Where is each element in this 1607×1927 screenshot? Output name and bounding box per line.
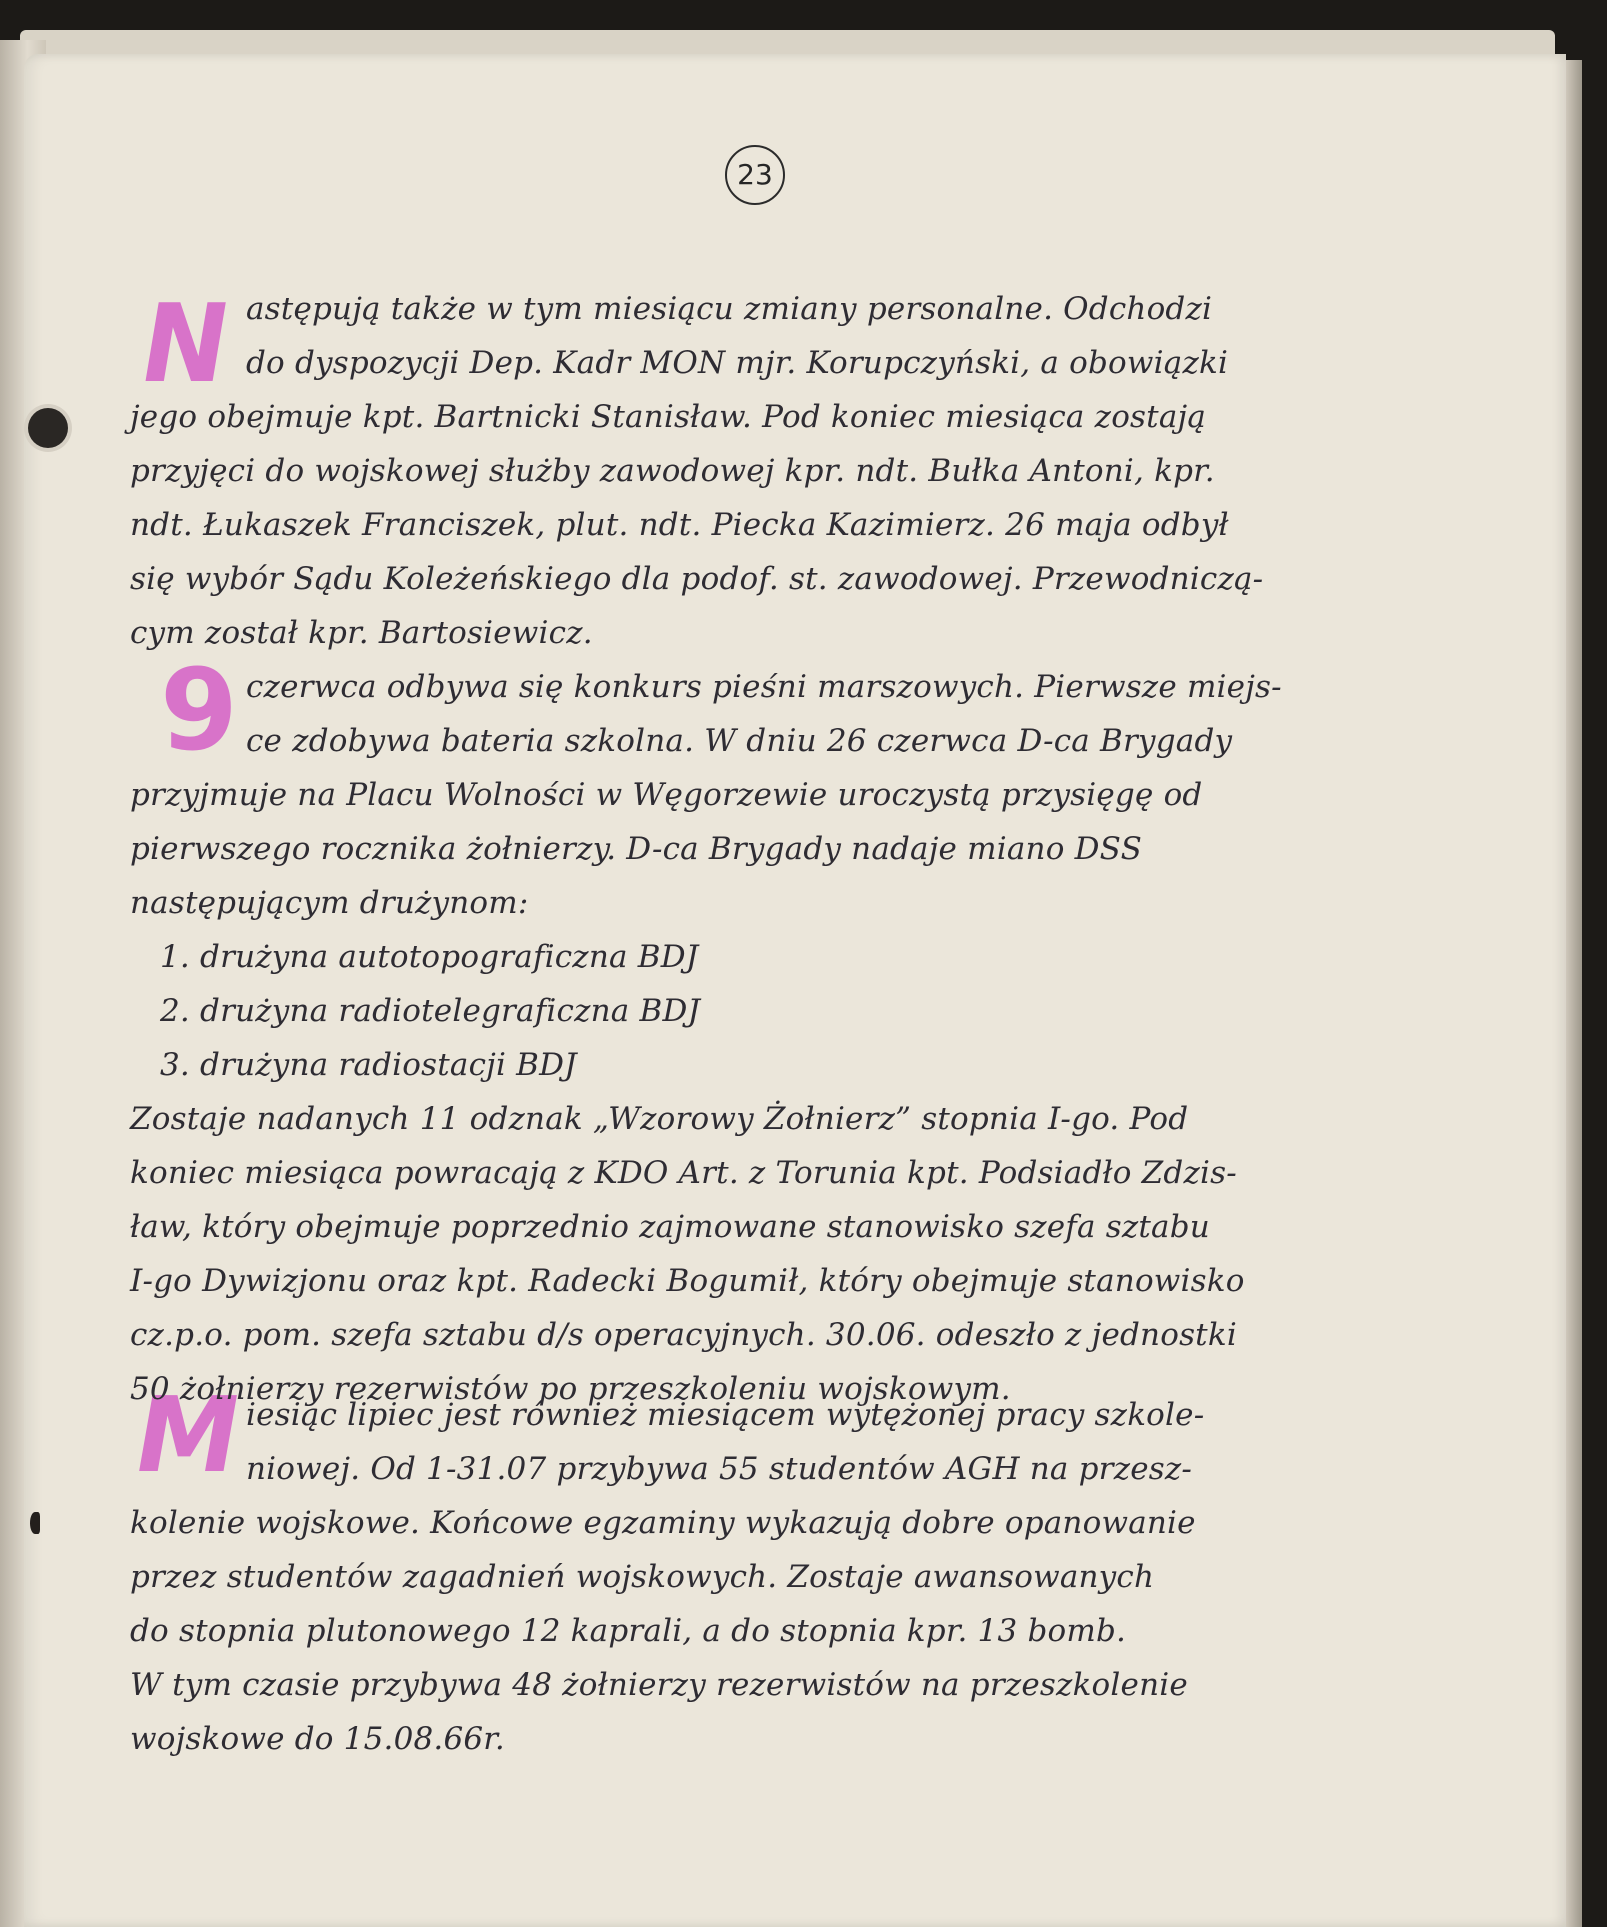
text-line: przyjmuje na Placu Wolności w Węgorzewie uroczystą przysięgę od bbox=[130, 777, 1203, 813]
text-line: iesiąc lipiec jest również miesiącem wytężonej pracy szkole- bbox=[246, 1397, 1205, 1433]
paragraph-july-training bbox=[130, 1388, 1420, 1766]
text-line: jego obejmuje kpt. Bartnicki Stanisław. Pod koniec miesiąca zostają bbox=[130, 399, 1206, 435]
text-line: cz.p.o. pom. szefa sztabu d/s operacyjnych. 30.06. odeszło z jednostki bbox=[130, 1317, 1237, 1353]
text-line: przez studentów zagadnień wojskowych. Zostaje awansowanych bbox=[130, 1559, 1155, 1595]
paragraph-june-events bbox=[130, 660, 1420, 1416]
paragraph-personnel-changes bbox=[130, 282, 1420, 660]
text-line: koniec miesiąca powracają z KDO Art. z Torunia kpt. Podsiadło Zdzis- bbox=[130, 1155, 1237, 1191]
text-line: 50 żołnierzy rezerwistów po przeszkoleniu wojskowym. bbox=[130, 1371, 1011, 1407]
drop-cap-n: N bbox=[131, 282, 239, 407]
punch-hole bbox=[28, 408, 68, 448]
text-line: czerwca odbywa się konkurs pieśni marszowych. Pierwsze miejs- bbox=[246, 669, 1282, 705]
text-line: Zostaje nadanych 11 odznak „Wzorowy Żołnierz” stopnia I-go. Pod bbox=[130, 1101, 1189, 1137]
text-line: przyjęci do wojskowej służby zawodowej kpr. ndt. Bułka Antoni, kpr. bbox=[130, 453, 1215, 489]
text-line: cym został kpr. Bartosiewicz. bbox=[130, 615, 593, 651]
drop-cap-9: 9 bbox=[160, 646, 238, 776]
list-item: 2. drużyna radiotelegraficzna BDJ bbox=[160, 993, 701, 1029]
list-item: 3. drużyna radiostacji BDJ bbox=[160, 1047, 577, 1083]
list-item: 1. drużyna autotopograficzna BDJ bbox=[160, 939, 699, 975]
text-line: do dyspozycji Dep. Kadr MON mjr. Korupczyński, a obowiązki bbox=[246, 345, 1229, 381]
text-line: ce zdobywa bateria szkolna. W dniu 26 czerwca D-ca Brygady bbox=[246, 723, 1233, 759]
text-line: I-go Dywizjonu oraz kpt. Radecki Bogumił, który obejmuje stanowisko bbox=[130, 1263, 1245, 1299]
margin-ink-mark bbox=[30, 1512, 40, 1534]
text-line: do stopnia plutonowego 12 kaprali, a do stopnia kpr. 13 bomb. bbox=[130, 1613, 1127, 1649]
text-line: kolenie wojskowe. Końcowe egzaminy wykazują dobre opanowanie bbox=[130, 1505, 1196, 1541]
text-line: wojskowe do 15.08.66r. bbox=[130, 1721, 505, 1757]
text-line: następującym drużynom: bbox=[130, 885, 529, 921]
drop-cap-m: M bbox=[125, 1374, 251, 1496]
text-line: astępują także w tym miesiącu zmiany personalne. Odchodzi bbox=[246, 291, 1213, 327]
page-number: 23 bbox=[725, 145, 785, 205]
text-line: W tym czasie przybywa 48 żołnierzy rezerwistów na przeszkolenie bbox=[130, 1667, 1188, 1703]
paper-edge-shadow bbox=[1566, 60, 1582, 1927]
text-line: pierwszego rocznika żołnierzy. D-ca Brygady nadaje miano DSS bbox=[130, 831, 1143, 867]
text-line: ław, który obejmuje poprzednio zajmowane stanowisko szefa sztabu bbox=[130, 1209, 1210, 1245]
text-line: się wybór Sądu Koleżeńskiego dla podof. st. zawodowej. Przewodniczą- bbox=[130, 561, 1264, 597]
text-line: ndt. Łukaszek Franciszek, plut. ndt. Piecka Kazimierz. 26 maja odbył bbox=[130, 507, 1229, 543]
text-line: niowej. Od 1-31.07 przybywa 55 studentów AGH na przesz- bbox=[246, 1451, 1193, 1487]
